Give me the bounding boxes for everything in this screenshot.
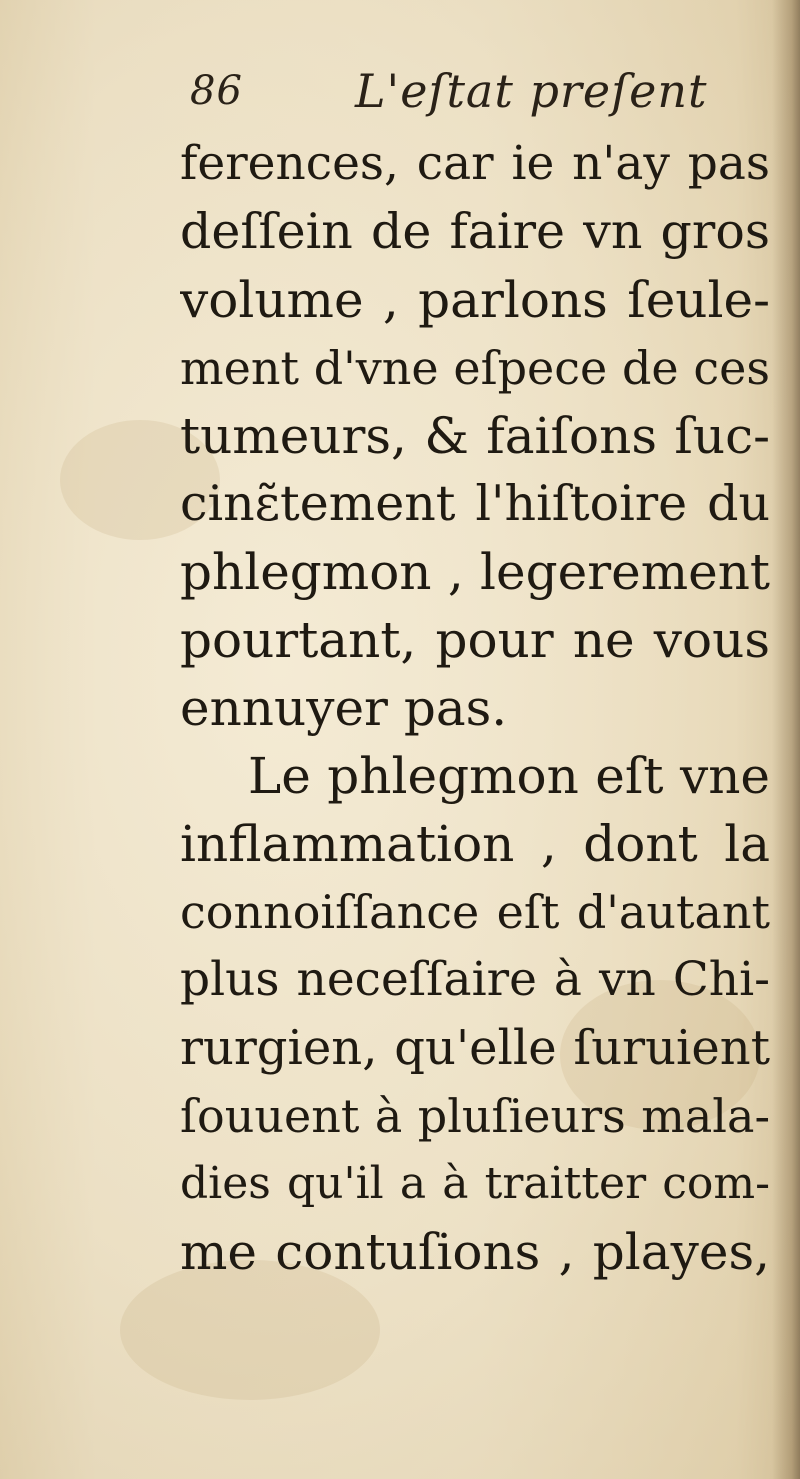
page-header xyxy=(190,62,710,132)
text-line: ferences, car ie n'ay pas xyxy=(180,136,770,191)
text-line: ſouuent à pluſieurs mala- xyxy=(180,1089,770,1143)
text-line: me contuſions , playes, xyxy=(180,1223,770,1281)
text-line: deſſein de faire vn gros xyxy=(180,203,770,260)
text-line: rurgien, qu'elle ſuruient xyxy=(180,1020,770,1076)
text-line: ennuyer pas. xyxy=(180,679,508,737)
text-line: plus neceſſaire à vn Chi- xyxy=(180,952,770,1007)
paragraph-first-line: Le phlegmon eſt vne xyxy=(248,747,770,805)
text-line: cinɛ̃tement l'hiſtoire du xyxy=(180,475,770,532)
text-line: phlegmon , legerement xyxy=(180,543,770,601)
text-line: tumeurs, & faiſons ſuc- xyxy=(180,407,770,465)
text-line: inflammation , dont la xyxy=(180,815,770,873)
text-line: pourtant, pour ne vous xyxy=(180,611,770,669)
text-line: dies qu'il a à traitter com- xyxy=(180,1158,770,1209)
page-number: 86 xyxy=(190,68,243,114)
text-line: volume , parlons ſeule- xyxy=(180,271,770,329)
text-line: connoiſſance eſt d'autant xyxy=(180,885,770,939)
text-line: ment d'vne eſpece de ces xyxy=(180,341,770,395)
body-text xyxy=(180,130,770,1286)
running-title: L'eſtat preſent xyxy=(355,64,708,118)
page-edge-shadow xyxy=(772,0,800,1479)
